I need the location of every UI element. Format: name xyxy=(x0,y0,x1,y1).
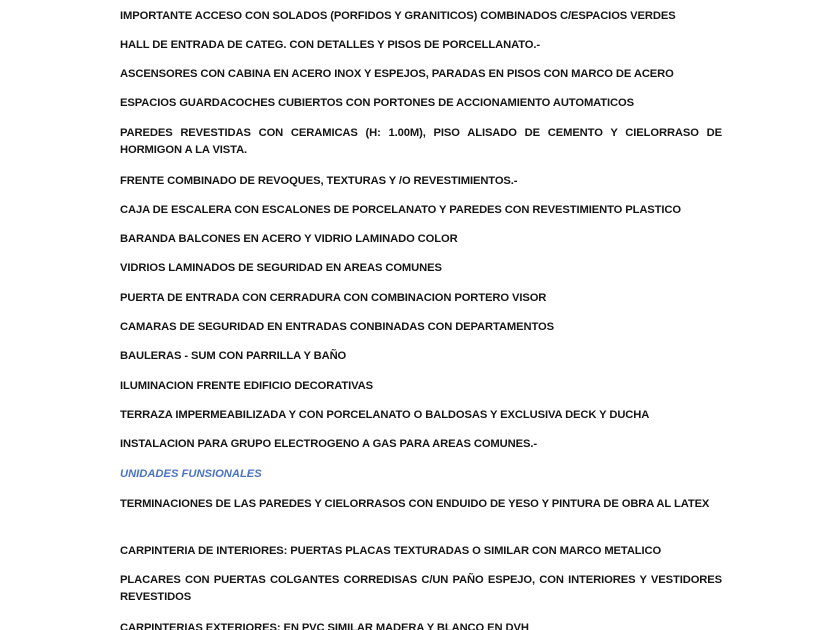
spec-item: PUERTA DE ENTRADA CON CERRADURA CON COMBINACION PORTERO VISOR xyxy=(120,292,547,304)
spec-item: FRENTE COMBINADO DE REVOQUES, TEXTURAS Y /O REVESTIMIENTOS.- xyxy=(120,175,518,187)
spec-item: ASCENSORES CON CABINA EN ACERO INOX Y ESPEJOS, PARADAS EN PISOS CON MARCO DE ACERO xyxy=(120,68,674,80)
spec-item: VIDRIOS LAMINADOS DE SEGURIDAD EN AREAS COMUNES xyxy=(120,262,442,274)
spec-item: ESPACIOS GUARDACOCHES CUBIERTOS CON PORTONES DE ACCIONAMIENTO AUTOMATICOS xyxy=(120,97,634,109)
spec-item: CARPINTERIAS EXTERIORES: EN PVC SIMILAR MADERA Y BLANCO EN DVH xyxy=(120,622,529,630)
spec-item: CAMARAS DE SEGURIDAD EN ENTRADAS CONBINADAS CON DEPARTAMENTOS xyxy=(120,321,554,333)
spec-item: INSTALACION PARA GRUPO ELECTROGENO A GAS PARA AREAS COMUNES.- xyxy=(120,438,537,450)
spec-item: BAULERAS - SUM CON PARRILLA Y BAÑO xyxy=(120,350,347,362)
spec-item: TERMINACIONES DE LAS PAREDES Y CIELORRASOS CON ENDUIDO DE YESO Y PINTURA DE OBRA AL LATEX xyxy=(120,498,710,510)
spec-item: ILUMINACION FRENTE EDIFICIO DECORATIVAS xyxy=(120,380,373,392)
spec-item: PLACARES CON PUERTAS COLGANTES CORREDISAS C/UN PAÑO ESPEJO, CON INTERIORES Y VESTIDORES REVESTIDOS xyxy=(120,574,722,603)
spec-item: HALL DE ENTRADA DE CATEG. CON DETALLES Y PISOS DE PORCELLANATO.- xyxy=(120,39,540,51)
spec-item: CARPINTERIA DE INTERIORES: PUERTAS PLACAS TEXTURADAS O SIMILAR CON MARCO METALICO xyxy=(120,545,662,557)
section-heading: UNIDADES FUNSIONALES xyxy=(120,468,262,480)
spec-item: CAJA DE ESCALERA CON ESCALONES DE PORCELANATO Y PAREDES CON REVESTIMIENTO PLASTICO xyxy=(120,204,681,216)
spec-item: BARANDA BALCONES EN ACERO Y VIDRIO LAMINADO COLOR xyxy=(120,233,458,245)
spec-item: IMPORTANTE ACCESO CON SOLADOS (PORFIDOS Y GRANITICOS) COMBINADOS C/ESPACIOS VERDES xyxy=(120,10,676,22)
spec-item: TERRAZA IMPERMEABILIZADA Y CON PORCELANATO O BALDOSAS Y EXCLUSIVA DECK Y DUCHA xyxy=(120,409,650,421)
spec-item: PAREDES REVESTIDAS CON CERAMICAS (H: 1.00M), PISO ALISADO DE CEMENTO Y CIELORRASO DE HORMIGON A LA VISTA. xyxy=(120,127,722,156)
